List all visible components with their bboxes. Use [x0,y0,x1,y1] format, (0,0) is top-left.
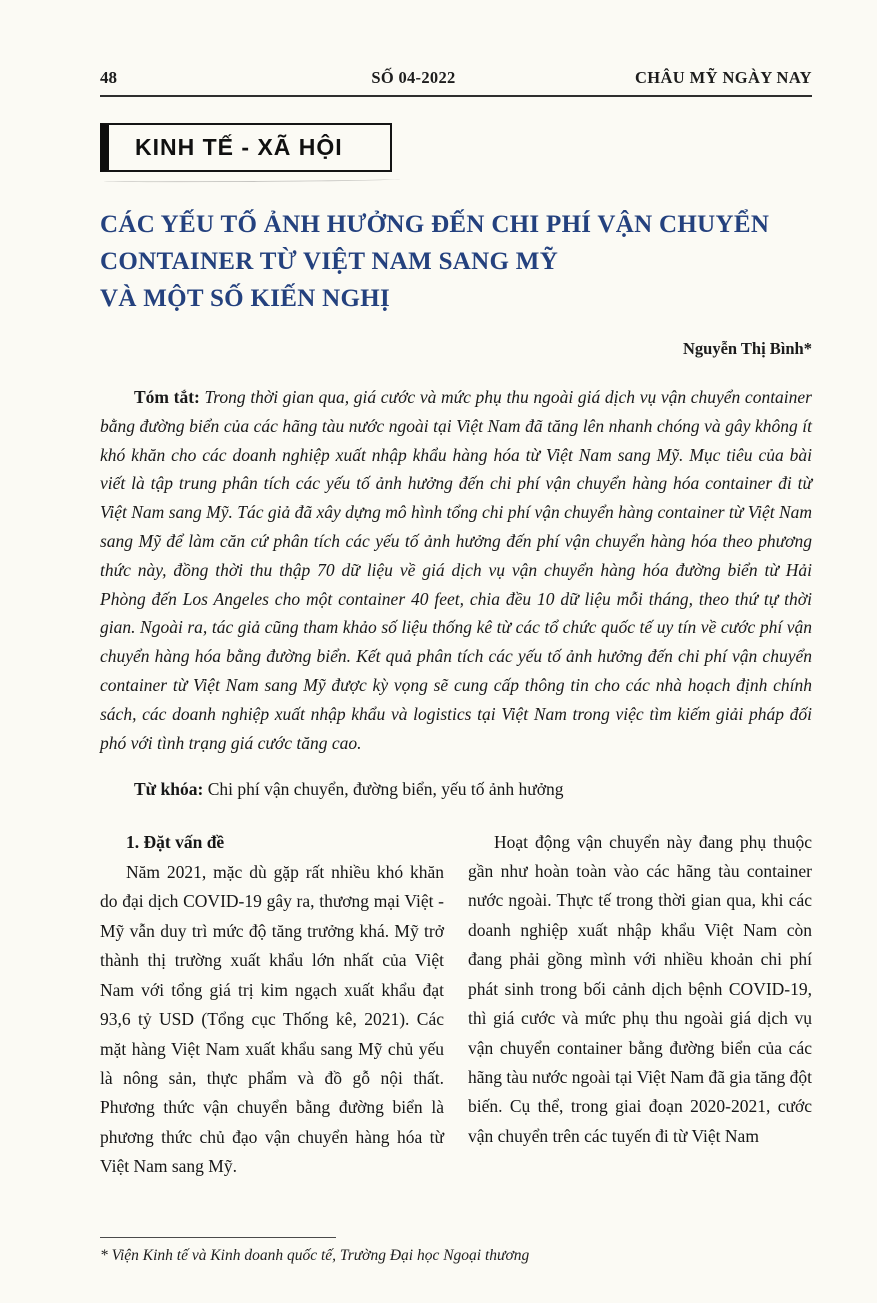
section-box [100,123,392,172]
right-column-paragraph: Hoạt động vận chuyển này đang phụ thuộc gần như hoàn toàn vào các hãng tàu container nước ngoài. Thực tế trong thời gian qua, khi các doanh nghiệp xuất nhập khẩu Việt Nam còn đang phải gồng mình với nhiều khoản chi phí phát sinh trong bối cảnh dịch bệnh COVID-19, thì giá cước và mức phụ thu ngoài giá dịch vụ vận chuyển container bằng đường biển của các hãng tàu nước ngoài tại Việt Nam đã gia tăng đột biến. Cụ thể, trong giai đoạn 2020-2021, cước vận chuyển trên các tuyến đi từ Việt Nam [468,831,812,1146]
journal-name: CHÂU MỸ NGÀY NAY [634,68,812,87]
page-number: 48 [100,68,117,87]
left-column [100,828,444,1182]
title-line-2: CONTAINER TỪ VIỆT NAM SANG MỸ [100,248,559,275]
abstract-text: Trong thời gian qua, giá cước và mức phụ thu ngoài giá dịch vụ vận chuyển container bằng đường biển của các hãng tàu nước ngoài tại Việt Nam đã tăng lên nhanh chóng và gây không ít khó khăn cho các doanh nghiệp xuất nhập khẩu hàng hóa từ Việt Nam sang Mỹ. Mục tiêu của bài viết là tập trung phân tích các yếu tố ảnh hưởng đến chi phí vận chuyển hàng hóa container đi từ Việt Nam sang Mỹ. Tác giả đã xây dựng mô hình tổng chi phí vận chuyển hàng container từ Việt Nam sang Mỹ để làm căn cứ phân tích các yếu tố ảnh hưởng đến phí vận chuyển hàng hóa theo phương thức này, đồng thời thu thập 70 dữ liệu về giá dịch vụ vận chuyển hàng hóa đường biển từ Hải Phòng đến Los Angeles cho một container 40 feet, chia đều 10 dữ liệu mỗi tháng, theo thứ tự thời gian. Ngoài ra, tác giả cũng tham khảo số liệu thống kê từ các tổ chức quốc tế uy tín về cước phí vận chuyển hàng hóa bằng đường biển. Kết quả phân tích các yếu tố ảnh hưởng đến chi phí vận chuyển container từ Việt Nam sang Mỹ được kỳ vọng sẽ cung cấp thông tin cho các nhà hoạch định chính sách, các doanh nghiệp xuất nhập khẩu và logistics tại Việt Nam trong việc tìm kiếm giải pháp đối phó với tình trạng giá cước tăng cao. [100,387,813,753]
abstract-label: Tóm tắt: [134,387,200,407]
keywords-text: Chi phí vận chuyển, đường biển, yếu tố ảnh hưởng [203,778,564,799]
section-label: KINH TẾ - XÃ HỘI [135,134,343,160]
header-rule [100,95,812,97]
footnote-text: * Viện Kinh tế và Kinh doanh quốc tế, Trường Đại học Ngoại thương [100,1247,530,1264]
section-heading-1: 1. Đặt vấn đề [126,831,225,852]
article-title [100,206,812,317]
left-column-paragraph: Năm 2021, mặc dù gặp rất nhiều khó khăn do đại dịch COVID-19 gây ra, thương mại Việt - Mỹ vẫn duy trì mức độ tăng trưởng khá. Mỹ trở thành thị trường xuất khẩu lớn nhất của Việt Nam với tổng giá trị kim ngạch xuất khẩu đạt 93,6 tỷ USD (Tổng cục Thống kê, 2021). Các mặt hàng Việt Nam xuất khẩu sang Mỹ chủ yếu là nông sản, thực phẩm và đồ gỗ nội thất. Phương thức vận chuyển bằng đường biển là phương thức chủ đạo vận chuyển hàng hóa từ Việt Nam sang Mỹ. [100,862,444,1177]
author-name: Nguyễn Thị Bình* [682,339,812,358]
right-column [468,828,812,1182]
keywords-line [100,775,812,804]
running-head [100,68,812,88]
issue-label: SỐ 04-2022 [371,68,456,87]
title-line-1: CÁC YẾU TỐ ẢNH HƯỞNG ĐẾN CHI PHÍ VẬN CHUYỂN [100,211,770,238]
keywords-label: Từ khóa: [134,778,204,799]
scan-artifact-line [104,177,400,182]
footnote-block [100,1237,812,1265]
abstract-paragraph [100,383,812,757]
title-line-3: VÀ MỘT SỐ KIẾN NGHỊ [100,285,391,312]
page-content [100,68,812,1182]
footnote-rule [100,1237,336,1238]
body-columns [100,828,812,1182]
